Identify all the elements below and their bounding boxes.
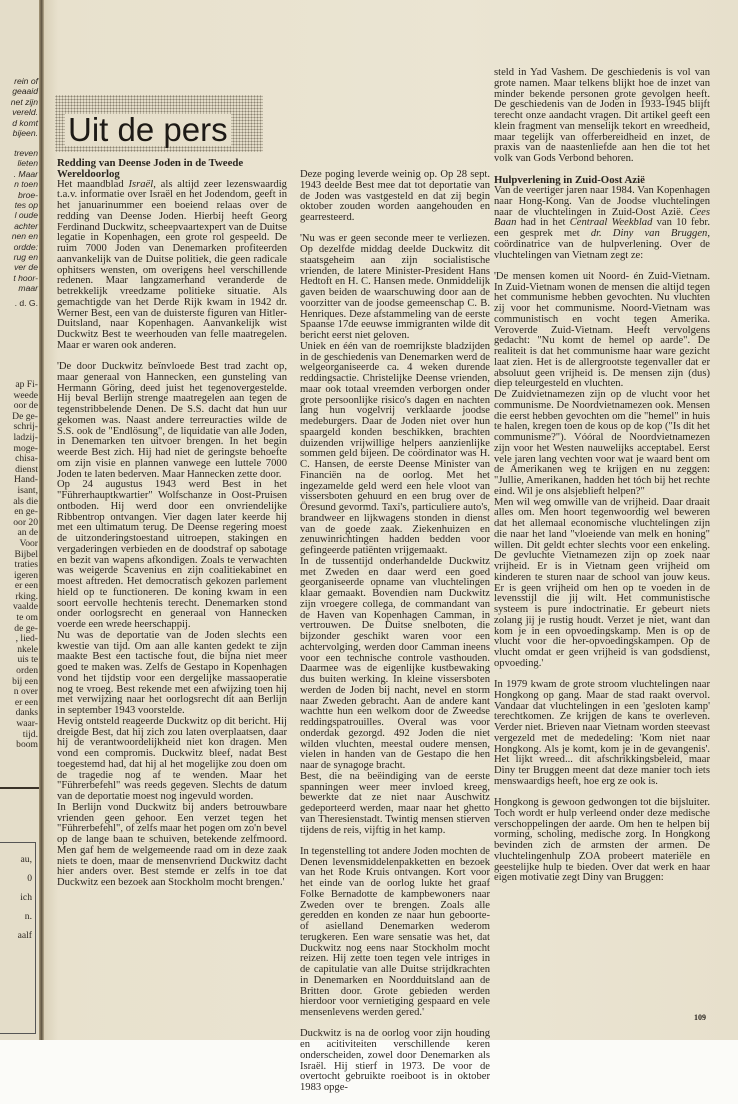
paragraph	[57, 362, 287, 480]
prev-text-line: chisa-	[15, 453, 38, 465]
text-run: Nu was de deportatie van de Joden slechts een kwestie van tijd. Om aan alle kanten gedekt te zijn maakte Best een tactische fout, die bijna niet meer goed te maken was. Zelfs de Gestapo in Kopenhagen vond het tijdstip voor een dergelijke massaoperatie nog te vroeg. Best rekende met een afwijzing toen hij met verwijzing naar het oorlogsrecht dit aan Berlijn in september 1943 voorstelde.	[57, 629, 287, 716]
paragraph	[300, 772, 490, 837]
text-run: In de tussentijd onderhandelde Duckwitz met Zweden en daar werd een goed georganiseerde opname van vluchtelingen klaar gemaakt. Bovendien nam Duckwitz zijn vroegere collega, de commandant van de Haven van Kopenhagen Camman, in vertrouwen. De Duitse snelboten, die bijzonder geschikt waren voor een achtervolging, werden door Camman ineens voor een technische controle vasthouden. Daarmee was de eigenlijke kustbewaking dus buiten werking. In kleine vissersboten werden de Joden bij nacht, nevel en storm naar Zweden gebracht. Aan de andere kant wachtte hun een welkom door de Zweedse reddingspatrouilles. Overal was voor onderdak gezorgd. 492 Joden die niet wilden vluchten, meestal oudere mensen, vielen in handen van de Gestapo die hen naar de synagoge bracht.	[300, 555, 490, 771]
section-title-box	[55, 95, 263, 152]
text-block	[57, 362, 287, 889]
text-block	[300, 170, 490, 224]
text-run: steld in Yad Vashem. De geschiedenis is vol van grote namen. Maar telkens blijkt hoe de inzet van minder bekende personen grote gevolgen heeft. De geschiedenis van de Joden in 1933-1945 blijft terecht onze aandacht vragen. Dit artikel geeft een klein fragment van menselijk tekort en wreedheid, maar tegelijk van offerbereidheid en inzet, de praxis van de naastenliefde aan hen die tot het volk van Gods Verbond behoren.	[494, 67, 710, 164]
paragraph	[494, 498, 710, 670]
text-run: In Berlijn vond Duckwitz bij anders betrouwbare vrienden geen gehoor. Een verzet tegen het "Führerbefehl", of zelfs maar het pogen om zo'n bevel op de lange baan te schuiven, betekende zelfmoord. Men gaf hem de welgemeende raad om in deze zaak niets te doen, maar de mensenvriend Duckwitz dacht hier anders over. Best stemde er zelfs in toe dat Duckwitz een bezoek aan Stockholm mocht brengen.'	[57, 801, 287, 888]
article-title-denmark: Redding van Deense Joden in de Tweede Wereldoorlog	[57, 157, 244, 180]
text-block	[57, 180, 287, 352]
paragraph	[57, 717, 287, 803]
prev-text-line: danks	[15, 707, 38, 719]
italic-text: Centraal Weekblad	[569, 217, 653, 229]
column-1	[57, 158, 287, 899]
prev-text-line: bijeen.	[12, 128, 38, 139]
prev-text-line: nen en	[11, 231, 38, 242]
italic-text: Cees Baan	[494, 206, 710, 229]
text-run: van 10 febr. een gesprek met	[494, 217, 711, 239]
prev-text-line: uis te	[17, 654, 38, 666]
prev-text-line: de ge-	[14, 622, 38, 634]
paragraph	[300, 557, 490, 772]
prev-text-line: t hoor-	[13, 272, 38, 283]
text-run: Hongkong is gewoon gedwongen tot die bijsluiter. Toch wordt er hulp verleend onder deze medische verschoppelingen der aarde. Om hen te helpen bij vorming, scholing, medische zorg. In Hongkong bevinden zich de armsten der armen. De vluchtelingenhulp ZOA probeert materiële en geestelijke hulp te bieden. Over dat werk en haar eigen motivatie zegt Diny van Bruggen:	[494, 797, 710, 884]
prev-text-line: bij een	[12, 675, 38, 687]
prev-text-line: ordde:	[13, 241, 38, 252]
prev-text-line: ap Fi-	[15, 379, 38, 390]
prev-text-line: Hand-	[14, 474, 38, 486]
prev-text-line: er een	[14, 580, 38, 592]
text-run: In 1979 kwam de grote stroom vluchtelingen naar Hongkong op gang. Maar de stad raakt overvol. Vandaar dat vluchtelingen in een 'gesloten kamp' terechtkomen. Ze krijgen de kans te overleven. Verder niet. Brieven naar Vietnam worden steevast vergezeld met de mededeling: 'Kom niet naar Hongkong. Als je komt, kom je in de gevangenis'. Het lijkt wreed... dit afschrikkingsbeleid, maar Diny ter Bruggen meent dat deze manier toch iets menswaardigs heeft, hoe erg ze ook is.	[494, 679, 710, 787]
prev-text-line: maar	[18, 283, 38, 294]
paragraph	[494, 798, 710, 884]
prev-text-line: 0	[27, 873, 32, 884]
page-number: 109	[694, 1013, 706, 1022]
prev-text-line: rking.	[15, 590, 38, 602]
text-block	[300, 234, 490, 836]
text-run: Duckwitz is na de oorlog voor zijn houding en acitiviteiten verschillende keren onderscheiden, zowel door Denemarken als Israël. Hij stierf in 1973. De voor de overtocht gebruikte roeiboot is in oktober 1983 opge-	[300, 1028, 490, 1093]
prev-text-line: an de	[17, 527, 38, 539]
prev-text-line: oor de	[13, 400, 38, 412]
prev-text-line: achter	[14, 220, 38, 231]
text-block	[300, 847, 490, 1019]
paragraph	[494, 390, 710, 498]
text-run: Deze poging leverde weinig op. Op 28 sept. 1943 deelde Best mee dat tot deportatie van de Joden was vastgesteld en dat zij begin oktober zouden worden aangehouden en gearresteerd.	[300, 169, 490, 223]
text-run: , coördinatrice van de hulpverlening. Over de vluchtelingen van Vietnam zegt ze:	[494, 228, 710, 261]
prev-text-line: te om	[16, 612, 38, 624]
text-run: Op 24 augustus 1943 werd Best in het "Führerhauptkwartier" Wolfschanze in Oost-Pruisen ontboden. Hij werd door een onvriendelijke Ribbentrop ontvangen. Vier dagen later keerde hij met een ultimatum terug. De Deense regering moest de uitzonderingstoestand uitroepen, stakingen en vergaderingen verbieden en de doodstraf op sabotage en bezit van wapens afkondigen. Zoals te verwachten was weigerde Scavenius en zijn coalitiekabinet en moest aftreden. Het democratisch gekozen parlement hield op te functioneren. De koning kwam in een soort eervolle hechtenis terecht. Denemarken stond onder oorlogsrecht en generaal von Hannecken voerde een wrede heerschappij.	[57, 479, 287, 630]
prev-text-line: traties	[14, 559, 38, 571]
text-run: De Zuidvietnamezen zijn op de vlucht voor het communisme. De Noordvietnamezen ook. Mensen die eerst hebben gevochten om die "hemel" in huis te halen, kregen toen de kous op de kop ("Is dit het communisme?"). Vóóral de Noordvietnamezen zijn voor het Westen nauwelijks acceptabel. Eerst vele jaren lang vechten voor wat je waard bent om de Amerikanen weg te krijgen en nu zeggen: "Jullie, Amerikanen, hadden het tóch bij het rechte eind. Wil je ons alsjeblieft helpen?"	[494, 389, 710, 497]
paragraph	[300, 170, 490, 224]
prev-text-line: , lied-	[15, 633, 38, 645]
text-run: Hevig ontsteld reageerde Duckwitz op dit bericht. Hij dreigde Best, dat hij zich zou laten overplaatsen, daar hij de verantwoordelijkheid niet kon dragen. Men vond een compromis. Duckwitz bleef, nadat Best toegestemd had, dat hij al het mogelijke zou doen om de tragedie nog af te wenden. Maar het "Führerbefehl" was reeds gegeven. Slechts de datum van de deportatie moest nog ingevuld worden.	[57, 715, 287, 802]
prev-text-line: au,	[20, 854, 32, 865]
prev-text-line: boom	[16, 739, 38, 751]
text-run: , als altijd zeer lezenswaardig t.a.v. informatie over Israël en het Jodendom, geeft in het januarinummer een boeiend relaas over de redding van Deense Joden. Hierbij heeft Georg Ferdinand Duckwitz, scheepvaartexpert van de Duitse legatie in Kopenhagen, een grote rol gespeeld. De ruim 7000 Joden van Denemarken profiteerden aanvankelijk van de Duitse politiek, die geen radicale ophitsers wensten, om overigens heel verschillende redenen. Maar langzamerhand veranderde de betrekkelijk vreedzame politieke situatie. Als gemachtigde van het Derde Rijk kwam in 1942 dr. Werner Best, een van de duisterste figuren van Hitler-Duitsland, naar Kopenhagen. Aanvankelijk wist Duckwitz Best te weerhouden van felle maatregelen. Maar er waren ook anderen.	[57, 178, 287, 351]
prev-text-line: waar-	[16, 718, 38, 729]
prev-text-line: weede	[13, 389, 38, 401]
text-run: 'De door Duckwitz beïnvloede Best trad zacht op, maar generaal von Hannecken, een gunsteling van Hermann Göring, deed juist het tegenovergestelde. Hij beval Berlijn strenge maatregelen aan tegen de tegenstribbelende Denen. De S.S. dacht dat hun uur gekomen was. Naast andere terreuracties wilde de S.S. ook de "Endlösung", de liquidatie van alle Joden, in Denemarken ten uitvoer brengen. In het begin weerde Best zich. Hij had niet de geringste behoefte om zijn visie en plannen vanwege een luttele 7000 Joden te laten bederven. Maar Hannecken zette door.	[57, 361, 287, 480]
italic-text: dr. Diny van Bruggen	[590, 228, 708, 239]
section-title: Uit de pers	[65, 114, 231, 146]
prev-text-group-3	[12, 380, 38, 751]
prev-text-line: rug en	[13, 252, 38, 263]
prev-text-line: n over	[13, 686, 38, 698]
prev-text-line: isant,	[17, 484, 38, 496]
prev-text-line: . Maar	[13, 168, 38, 179]
prev-rule	[0, 787, 40, 789]
prev-text-line: ver de	[14, 262, 38, 273]
paragraph	[300, 342, 490, 557]
prev-text-line: als die	[13, 495, 38, 507]
prev-text-line: Voor	[19, 537, 38, 549]
prev-text-line: igeren	[14, 569, 38, 581]
prev-text-line: er een	[14, 696, 38, 708]
prev-text-line: moge-	[13, 442, 38, 454]
text-run: Best, die na beëindiging van de eerste spanningen weer meer invloed kreeg, bewerkte dat ze niet naar Auschwitz gedeporteerd werden, maar naar het ghetto van Theresienstadt. Twintig mensen stierven tijdens de reis, vijftig in het kamp.	[300, 770, 490, 836]
paragraph	[300, 234, 490, 342]
prev-text-line: lieten	[17, 158, 38, 169]
paragraph	[494, 68, 710, 165]
text-run: 'De mensen komen uit Noord- én Zuid-Vietnam. In Zuid-Vietnam wonen de mensen die altijd tegen het communisme hebben gevochten. Nu vluchten zij voor het communisme. Noord-Vietnam was communistisch en vocht tegen Amerika. Veroverde Zuid-Vietnam. Heeft vervolgens gedacht: "Nu komt de hemel op aarde". De realiteit is dat het communisme haar ware gezicht laat zien. Het is de allergrootste tegenvaller dat er absoluut geen vrijheid is. De mensen zijn (dus) diep teleurgesteld en vluchten.	[494, 270, 710, 390]
text-block	[494, 68, 710, 165]
column-2	[300, 170, 490, 1104]
prev-text-line: ich	[20, 892, 32, 903]
prev-text-line: l oude	[14, 210, 38, 221]
text-run: In tegenstelling tot andere Joden mochten de Denen levensmiddelenpakketten en bezoek van het Rode Kruis ontvangen. Kort voor het einde van de oorlog lukte het graaf Folke Bernadotte de kampbewoners naar Zweden over te brengen. Zoals alle geredden en konden ze naar hun geboorte- of asielland Denemarken wederom terugkeren. Een ware sensatie was het, dat Duckwitz nog eens naar Stockholm mocht reizen. Hij zette toen tegen vele intriges in de capitulatie van alle Duitse strijdkrachten in Denemarken en Noordduitsland aan de Britten door. Grote gebieden werden hierdoor voor vernietiging gespaard en vele mensenlevens werden gered.'	[300, 845, 490, 1018]
text-block	[300, 1029, 490, 1094]
prev-text-line: geaaid	[12, 86, 38, 97]
paragraph	[494, 186, 710, 261]
prev-text-line: vaalde	[12, 601, 38, 613]
article-title-vietnam: Hulpverlening in Zuid-Oost Azië	[494, 174, 645, 187]
prev-text-line: n.	[24, 911, 32, 922]
paragraph	[494, 680, 710, 788]
prev-text-group-1	[11, 76, 38, 138]
prev-text-line: treven	[14, 148, 38, 158]
previous-page-edge	[0, 0, 40, 1040]
paragraph	[57, 480, 287, 631]
prev-text-line: en ge-	[14, 506, 38, 518]
paragraph	[57, 803, 287, 889]
paragraph	[57, 180, 287, 352]
prev-text-line: d komt	[12, 117, 38, 128]
text-run: Uniek en één van de roemrijkste bladzijden in de geschiedenis van Denemarken werd de welgeorganiseerde ca. 4 weken durende reddingsactie. Christelijke Deense vrienden, maar ook totaal vreemden verborgen onder grote persoonlijke risico's dagen en nachten lang hun vogelvrij verklaarde joodse medeburgers. Daar de Joden niet over hun spaargeld konden beschikken, brachten duizenden vrijwillige helpers aanzienlijke sommen geld bijeen. De coördinator was H. C. Hansen, de eerste Deense Minister van Financiën na de oorlog. Met het ingezamelde geld werd een hele vloot van vissersboten gehuurd en een brug over de Öresund gevormd. Taxi's, particuliere auto's, brandweer en lijkwagens stonden in dienst van de goede zaak. Ziekenhuizen en zenuwinrichtingen hadden bedden voor gefingeerde patiënten vrijgemaakt.	[300, 340, 490, 556]
prev-text-line: net zijn	[10, 96, 38, 107]
text-run: 'Nu was er geen seconde meer te verliezen. Op dezelfde middag deelde Duckwitz dit staatsgeheim aan zijn socialistische vrienden, de latere Minister-President Hans Hedtoft en H. C. Hansen mede. Onmiddelijk gaven beiden de waarschuwing door aan de voorzitter van de joodse gemeenschap C. B. Henriques. Deze afstammeling van de eerste Spaanse 17de eeuwse immigranten wilde dit bericht eerst niet geloven.	[300, 233, 490, 341]
prev-text-line: vereld.	[12, 107, 38, 118]
column-3	[494, 68, 710, 895]
paragraph	[300, 847, 490, 1019]
text-block	[494, 680, 710, 788]
prev-text-line: dienst	[15, 463, 38, 475]
text-block	[494, 798, 710, 884]
prev-text-line: oor 20	[13, 516, 38, 528]
text-run: Het maandblad	[57, 178, 129, 190]
prev-text-line: aalf	[17, 930, 32, 941]
prev-text-line: nkele	[17, 643, 38, 655]
text-run: Van de veertiger jaren naar 1984. Van Kopenhagen naar Hong-Kong. Van de Joodse vluchtelingen naar de vluchtelingen in Zuid-Oost Azië.	[494, 185, 710, 218]
prev-text-line: broe-	[17, 189, 38, 200]
prev-box-text	[18, 850, 32, 945]
prev-text-line: ladzij-	[13, 431, 38, 443]
prev-text-line: rein of	[14, 76, 38, 86]
prev-text-line: orden	[16, 665, 38, 677]
italic-text: Israël	[128, 178, 154, 190]
paragraph	[494, 272, 710, 390]
prev-text-line: n toen	[14, 179, 38, 190]
paragraph	[57, 631, 287, 717]
text-block	[494, 272, 710, 670]
prev-text-line: Bijbel	[14, 548, 38, 560]
text-run: Men wil weg omwille van de vrijheid. Daar draait alles om. Men hoort tegenwoordig wel beweren dat het allemaal economische vluchtelingen zijn die naar het land "vloeiende van melk en honing" willen. Dit geldt echter slechts voor een enkeling. De gevluchte Vietnamezen zijn op zoek naar vrijheid. Er is in Vietnam geen vrijheid om kinderen te sturen naar de school van jouw keus. Er is geen vrijheid om hen op te voeden in de levensstijl die jij wilt. Het communistische systeem is pure indoctrinatie. Er gebeurt niets zolang jij je rustig houdt. Verzet je niet, want dan kom je in een opvoedingskamp. Men is op de vlucht voor die her-opvoedingskampen. Op de vlucht omdat er geen vrijheid is van godsdienst, opvoeding.'	[494, 496, 710, 669]
prev-text-line: tes op	[14, 200, 38, 211]
prev-text-group-2	[12, 148, 38, 294]
prev-signature: . d. G.	[14, 298, 38, 308]
text-block	[494, 186, 710, 261]
paragraph	[300, 1029, 490, 1094]
text-run: had in het	[516, 217, 570, 229]
prev-text-line: tijd.	[22, 728, 38, 740]
prev-text-line: schrij-	[13, 421, 38, 433]
prev-text-line: De ge-	[12, 410, 38, 422]
